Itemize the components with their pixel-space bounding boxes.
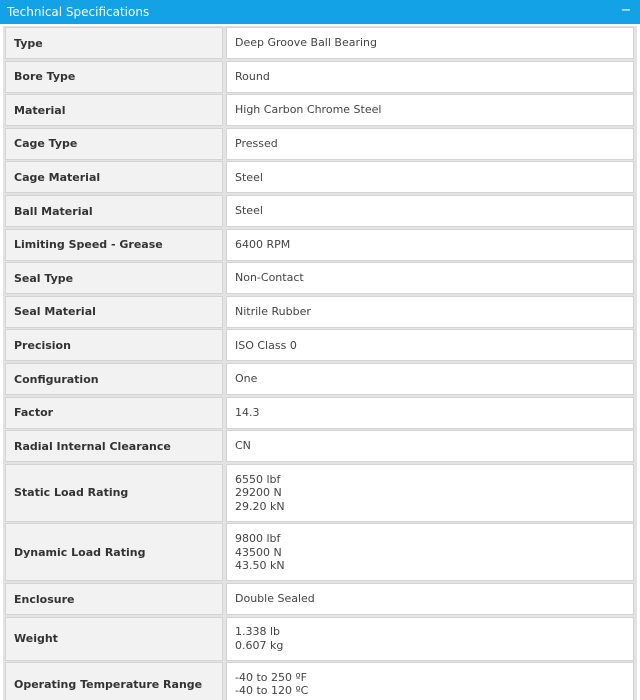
spec-row	[3, 363, 637, 395]
spec-row	[3, 262, 637, 294]
spec-value-line: 29200 N	[235, 486, 282, 500]
spec-value-line: 0.607 kg	[235, 638, 284, 652]
spec-value	[226, 262, 634, 294]
spec-label: Weight	[5, 617, 223, 661]
spec-value	[226, 329, 634, 361]
spec-label: Static Load Rating	[5, 464, 223, 522]
spec-value	[226, 296, 634, 328]
spec-row	[3, 195, 637, 227]
spec-value	[226, 128, 634, 160]
spec-value	[226, 617, 634, 661]
spec-value-line: 43.50 kN	[235, 559, 285, 573]
spec-value-line: 14.3	[235, 405, 260, 419]
spec-label: Configuration	[5, 363, 223, 395]
spec-label: Enclosure	[5, 583, 223, 615]
spec-value	[226, 363, 634, 395]
spec-value-line: Pressed	[235, 137, 278, 151]
spec-row	[3, 27, 637, 59]
spec-value	[226, 229, 634, 261]
spec-label: Bore Type	[5, 61, 223, 93]
spec-value-line: 1.338 lb	[235, 625, 281, 639]
spec-row	[3, 430, 637, 462]
spec-label: Operating Temperature Range	[5, 662, 223, 700]
spec-value-line: Double Sealed	[235, 592, 315, 606]
spec-value-line: Deep Groove Ball Bearing	[235, 36, 378, 50]
spec-row	[3, 128, 637, 160]
spec-row	[3, 61, 637, 93]
spec-value	[226, 523, 634, 581]
spec-value-line: Round	[235, 69, 270, 83]
spec-value-line: 6400 RPM	[235, 237, 291, 251]
spec-label: Precision	[5, 329, 223, 361]
spec-value-line: One	[235, 372, 258, 386]
spec-value-line: 6550 lbf	[235, 472, 281, 486]
spec-value-line: -40 to 120 ºC	[235, 684, 309, 698]
spec-value	[226, 161, 634, 193]
spec-value	[226, 430, 634, 462]
spec-value-line: -40 to 250 ºF	[235, 670, 308, 684]
spec-label: Seal Material	[5, 296, 223, 328]
spec-row	[3, 94, 637, 126]
spec-row	[3, 229, 637, 261]
spec-value-line: Non-Contact	[235, 271, 304, 285]
spec-value-line: Steel	[235, 170, 263, 184]
spec-label: Limiting Speed - Grease	[5, 229, 223, 261]
spec-value	[226, 397, 634, 429]
spec-value	[226, 27, 634, 59]
spec-value	[226, 464, 634, 522]
spec-row	[3, 617, 637, 661]
spec-value-line: 9800 lbf	[235, 532, 281, 546]
spec-row	[3, 329, 637, 361]
spec-value-line: Steel	[235, 204, 263, 218]
spec-row	[3, 397, 637, 429]
spec-value-line: 29.20 kN	[235, 499, 285, 513]
spec-label: Seal Type	[5, 262, 223, 294]
spec-value-line: CN	[235, 439, 251, 453]
spec-label: Material	[5, 94, 223, 126]
spec-value	[226, 61, 634, 93]
spec-label: Dynamic Load Rating	[5, 523, 223, 581]
spec-value-line: High Carbon Chrome Steel	[235, 103, 382, 117]
spec-value	[226, 94, 634, 126]
spec-label: Ball Material	[5, 195, 223, 227]
spec-label: Cage Type	[5, 128, 223, 160]
spec-label: Factor	[5, 397, 223, 429]
spec-value	[226, 583, 634, 615]
panel-header[interactable]	[0, 0, 640, 24]
spec-value-line: Nitrile Rubber	[235, 305, 311, 319]
spec-row	[3, 662, 637, 700]
spec-value	[226, 195, 634, 227]
collapse-icon[interactable]: −	[620, 3, 632, 18]
spec-row	[3, 464, 637, 522]
spec-value-line: 43500 N	[235, 545, 282, 559]
spec-table	[3, 26, 637, 700]
spec-row	[3, 161, 637, 193]
spec-row	[3, 523, 637, 581]
spec-value-line: ISO Class 0	[235, 338, 297, 352]
spec-row	[3, 296, 637, 328]
panel-title: Technical Specifications	[7, 5, 150, 19]
spec-label: Radial Internal Clearance	[5, 430, 223, 462]
spec-label: Cage Material	[5, 161, 223, 193]
spec-label: Type	[5, 27, 223, 59]
spec-value	[226, 662, 634, 700]
spec-row	[3, 583, 637, 615]
